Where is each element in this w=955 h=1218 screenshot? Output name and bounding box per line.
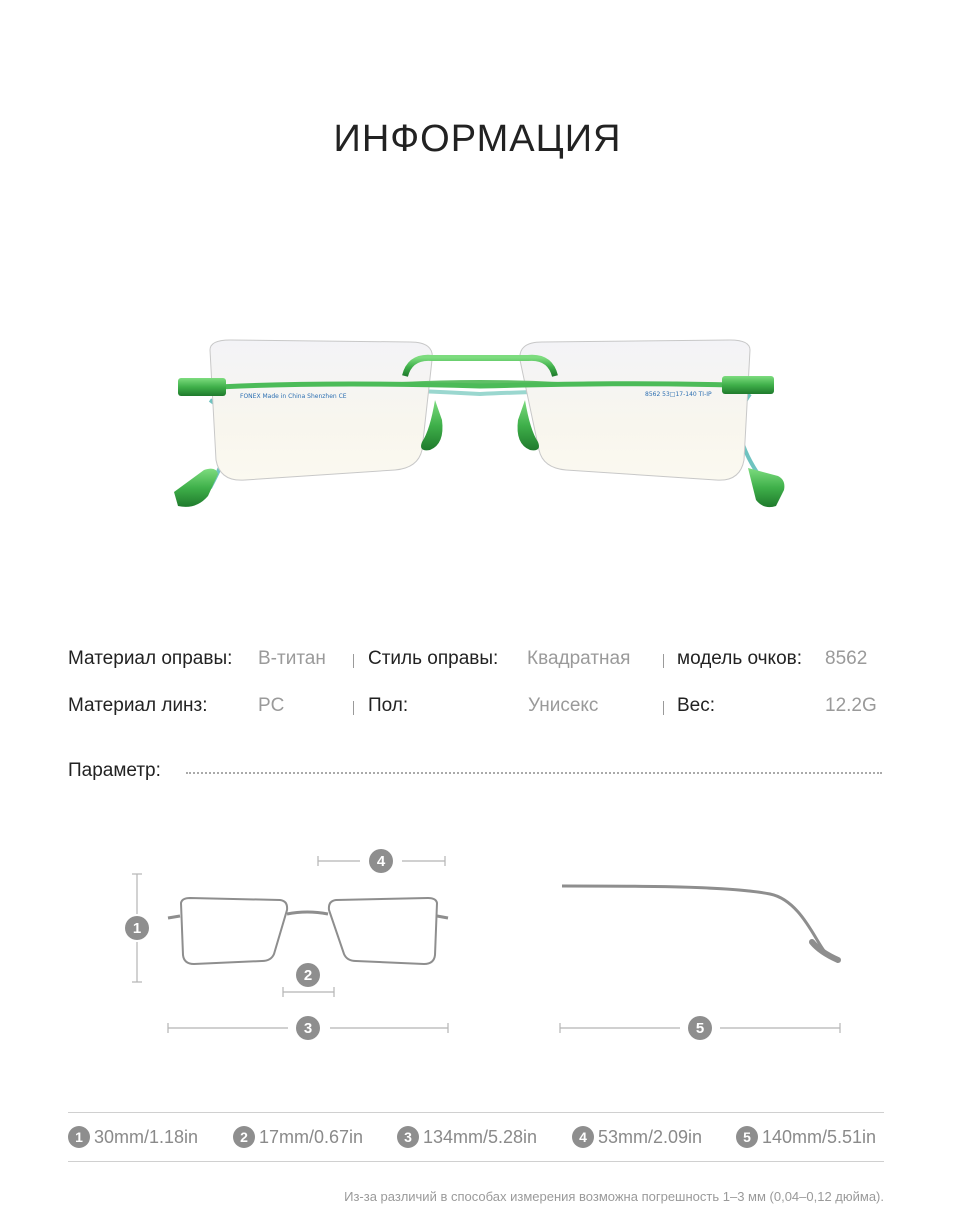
- divider: [663, 654, 664, 668]
- frame-style-value: Квадратная: [527, 648, 631, 669]
- divider: [663, 701, 664, 715]
- parameter-label: Параметр:: [68, 760, 161, 781]
- number-badge: 5: [736, 1126, 758, 1148]
- measurement-value: 140mm/5.51in: [762, 1126, 877, 1147]
- divider: [353, 654, 354, 668]
- lens-material-label: Материал линз:: [68, 695, 208, 716]
- number-badge: 3: [397, 1126, 419, 1148]
- spec-row-1: [68, 648, 888, 678]
- measurement-note: Из-за различий в способах измерения возможна погрешность 1–3 мм (0,04–0,12 дюйма).: [344, 1189, 884, 1204]
- model-value: 8562: [825, 648, 868, 669]
- measurement-item: [397, 1125, 537, 1149]
- model-label: модель очков:: [677, 648, 803, 669]
- measurement-value: 53mm/2.09in: [598, 1126, 703, 1147]
- temple-imprint: 8562 53□17-140 TI-IP: [645, 391, 712, 398]
- measurements-bar: [68, 1112, 884, 1162]
- marker-2: 2: [303, 967, 313, 984]
- marker-4: 4: [376, 853, 386, 870]
- number-badge: 4: [572, 1126, 594, 1148]
- marker-5: 5: [695, 1020, 705, 1037]
- measurement-value: 134mm/5.28in: [423, 1126, 538, 1147]
- spec-row-2: [68, 695, 888, 725]
- glasses-photo: [160, 320, 800, 530]
- weight-label: Вес:: [677, 695, 716, 716]
- marker-3: 3: [303, 1020, 313, 1037]
- frame-imprint: FONEX Made in China Shenzhen CE: [240, 393, 347, 400]
- frame-material-label: Материал оправы:: [68, 648, 233, 669]
- number-badge: 1: [68, 1126, 90, 1148]
- divider: [353, 701, 354, 715]
- measurement-item: [572, 1125, 702, 1149]
- gender-label: Пол:: [368, 695, 409, 716]
- measurement-item: [233, 1125, 363, 1149]
- frame-material-value: B-титан: [258, 648, 326, 669]
- number-badge: 2: [233, 1126, 255, 1148]
- page-title: ИНФОРМАЦИЯ: [333, 118, 622, 160]
- measurement-item: [736, 1125, 876, 1149]
- gender-value: Унисекс: [528, 695, 599, 716]
- frame-style-label: Стиль оправы:: [368, 648, 499, 669]
- measurement-value: 17mm/0.67in: [259, 1126, 364, 1147]
- dimension-diagram: [0, 830, 955, 1060]
- weight-value: 12.2G: [825, 695, 877, 716]
- measurement-value: 30mm/1.18in: [94, 1126, 199, 1147]
- dotted-leader: [186, 772, 882, 774]
- marker-1: 1: [132, 920, 142, 937]
- measurement-item: [68, 1125, 198, 1149]
- lens-material-value: PC: [258, 695, 285, 716]
